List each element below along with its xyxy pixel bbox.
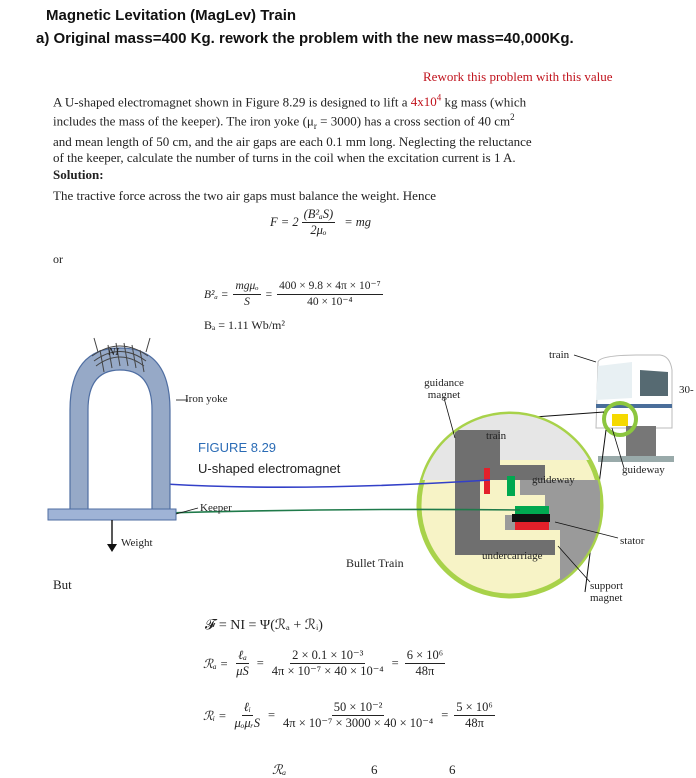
page-subtitle: a) Original mass=400 Kg. rework the problem with the new mass=40,000Kg.: [36, 30, 574, 47]
fraction-denominator: 4π × 10⁻⁷ × 3000 × 40 × 10⁻⁴: [283, 716, 434, 730]
mass-base: 4x10: [410, 94, 437, 110]
figure-diagram: [0, 330, 696, 615]
problem-line-4: of the keeper, calculate the number of turns in the coil when the excitation current is 1 A.: [53, 149, 516, 165]
eq-term: F = 2: [270, 215, 299, 229]
area-exp: 2: [510, 111, 515, 122]
support-magnet-green: [515, 506, 549, 514]
fraction-denominator: 48π: [465, 716, 484, 730]
fraction: [302, 207, 336, 238]
keeper-bar: [48, 509, 176, 520]
pointer-train: [574, 355, 596, 362]
problem-line-1: [53, 91, 633, 110]
fraction: [281, 700, 435, 731]
u-shaped-yoke: [70, 348, 170, 510]
stator-black: [512, 514, 550, 522]
fraction: [233, 279, 260, 310]
train-inner-label: train: [486, 430, 507, 442]
guideway-green: [507, 476, 515, 496]
edge-text: 30-: [679, 384, 694, 396]
support-magnet-red: [515, 522, 549, 530]
iron-yoke-label: Iron yoke: [185, 393, 228, 405]
solution-intro: The tractive force across the two air gaps must balance the weight. Hence: [53, 188, 436, 203]
equation-flux-density: [204, 279, 383, 310]
guideway-inner-label: guideway: [532, 474, 575, 486]
keeper-label: Keeper: [200, 502, 232, 514]
fraction-numerator: 6 × 10⁶: [406, 648, 444, 662]
rework-note: Rework this problem with this value: [423, 69, 613, 84]
figure-caption-title: FIGURE 8.29: [198, 440, 277, 455]
problem-text: A U-shaped electromagnet shown in Figure 8.29 is designed to lift a: [53, 94, 408, 110]
eq-term: = mg: [344, 215, 372, 229]
fraction-numerator: 2 × 0.1 × 10⁻³: [292, 648, 364, 662]
equation-ri: [203, 700, 495, 731]
equation-result: Bₐ = 1.11 Wb/m²: [204, 318, 285, 332]
fraction-denominator: μₒμᵣS: [234, 716, 260, 730]
page-title: Magnetic Levitation (MagLev) Train: [46, 7, 297, 24]
train-window: [596, 362, 632, 400]
cutoff-term: 6: [449, 762, 456, 777]
fraction-numerator: 400 × 9.8 × 4π × 10⁻⁷: [277, 279, 382, 295]
stator-label: stator: [620, 535, 645, 547]
train-window: [640, 370, 668, 396]
fraction-numerator: (B²ₐS): [303, 207, 334, 221]
mass-value: [411, 94, 442, 109]
fraction-numerator: ℓₐ: [238, 648, 247, 662]
fraction-numerator: 5 × 10⁶: [456, 700, 493, 714]
fraction: [270, 648, 386, 679]
pointer-guidance-magnet: [444, 398, 455, 438]
equation-force: [270, 207, 371, 238]
bullet-train-label: Bullet Train: [346, 556, 404, 570]
fraction-denominator: 40 × 10⁻⁴: [307, 296, 353, 308]
but-label: But: [53, 577, 72, 592]
weight-label: Weight: [121, 537, 153, 549]
problem-text: includes the mass of the keeper). The iron yoke (μ: [53, 113, 314, 129]
eq-term: ℛₐ =: [203, 656, 229, 671]
problem-line-3: and mean length of 50 cm, and the air gaps are each 0.1 mm long. Neglecting the reluctance: [53, 134, 532, 150]
or-label: or: [53, 252, 63, 266]
eq-equals: =: [391, 656, 399, 670]
problem-text: = 3000) has a cross section of 40 cm: [320, 113, 511, 129]
fraction: [277, 279, 382, 310]
mu-sub: r: [313, 120, 317, 131]
fraction: [405, 648, 445, 679]
cutoff-term: ℛₐ: [272, 762, 287, 777]
equation-ra: [203, 648, 445, 679]
train-magnet-highlight: [612, 414, 628, 426]
fraction-numerator: ℓᵢ: [243, 700, 251, 714]
equation-mmf: 𝓕 = NI = Ψ(ℛₐ + ℛᵢ): [205, 618, 323, 633]
guidance-magnet-label: guidance magnet: [424, 377, 464, 401]
mass-exponent: 4: [436, 93, 442, 103]
coil-label: NI: [108, 346, 119, 358]
fraction-denominator: μS: [236, 664, 249, 678]
problem-line-2: [53, 110, 633, 134]
figure-caption-text: U-shaped electromagnet: [198, 461, 341, 476]
eq-equals: =: [441, 708, 449, 722]
fraction-denominator: S: [244, 296, 250, 308]
solution-heading: Solution:: [53, 167, 104, 182]
eq-term: B²ₐ =: [204, 288, 229, 301]
eq-equals: =: [267, 708, 276, 722]
eq-equals: =: [256, 656, 264, 670]
support-magnet-label: support magnet: [590, 580, 623, 604]
fraction-denominator: 2μₒ: [310, 223, 327, 237]
fraction-numerator: mgμₒ: [233, 279, 260, 295]
train-top-label: train: [549, 349, 570, 361]
problem-text: kg mass (which: [444, 94, 527, 110]
eq-term: ℛᵢ =: [203, 708, 227, 723]
fraction: [233, 700, 262, 731]
cutoff-term: 6: [371, 762, 378, 777]
eq-term: =: [265, 288, 273, 301]
undercarriage-label: undercarriage: [482, 550, 543, 562]
guideway-outer-label: guideway: [622, 464, 665, 476]
fraction-numerator: 50 × 10⁻²: [333, 700, 383, 714]
fraction: [454, 700, 494, 731]
fraction: [234, 648, 251, 679]
fraction-denominator: 48π: [415, 664, 435, 678]
train-guideway-beam: [598, 456, 674, 462]
fraction-denominator: 4π × 10⁻⁷ × 40 × 10⁻⁴: [271, 664, 384, 678]
problem-statement: [53, 91, 633, 165]
weight-arrow-icon: [107, 544, 117, 552]
